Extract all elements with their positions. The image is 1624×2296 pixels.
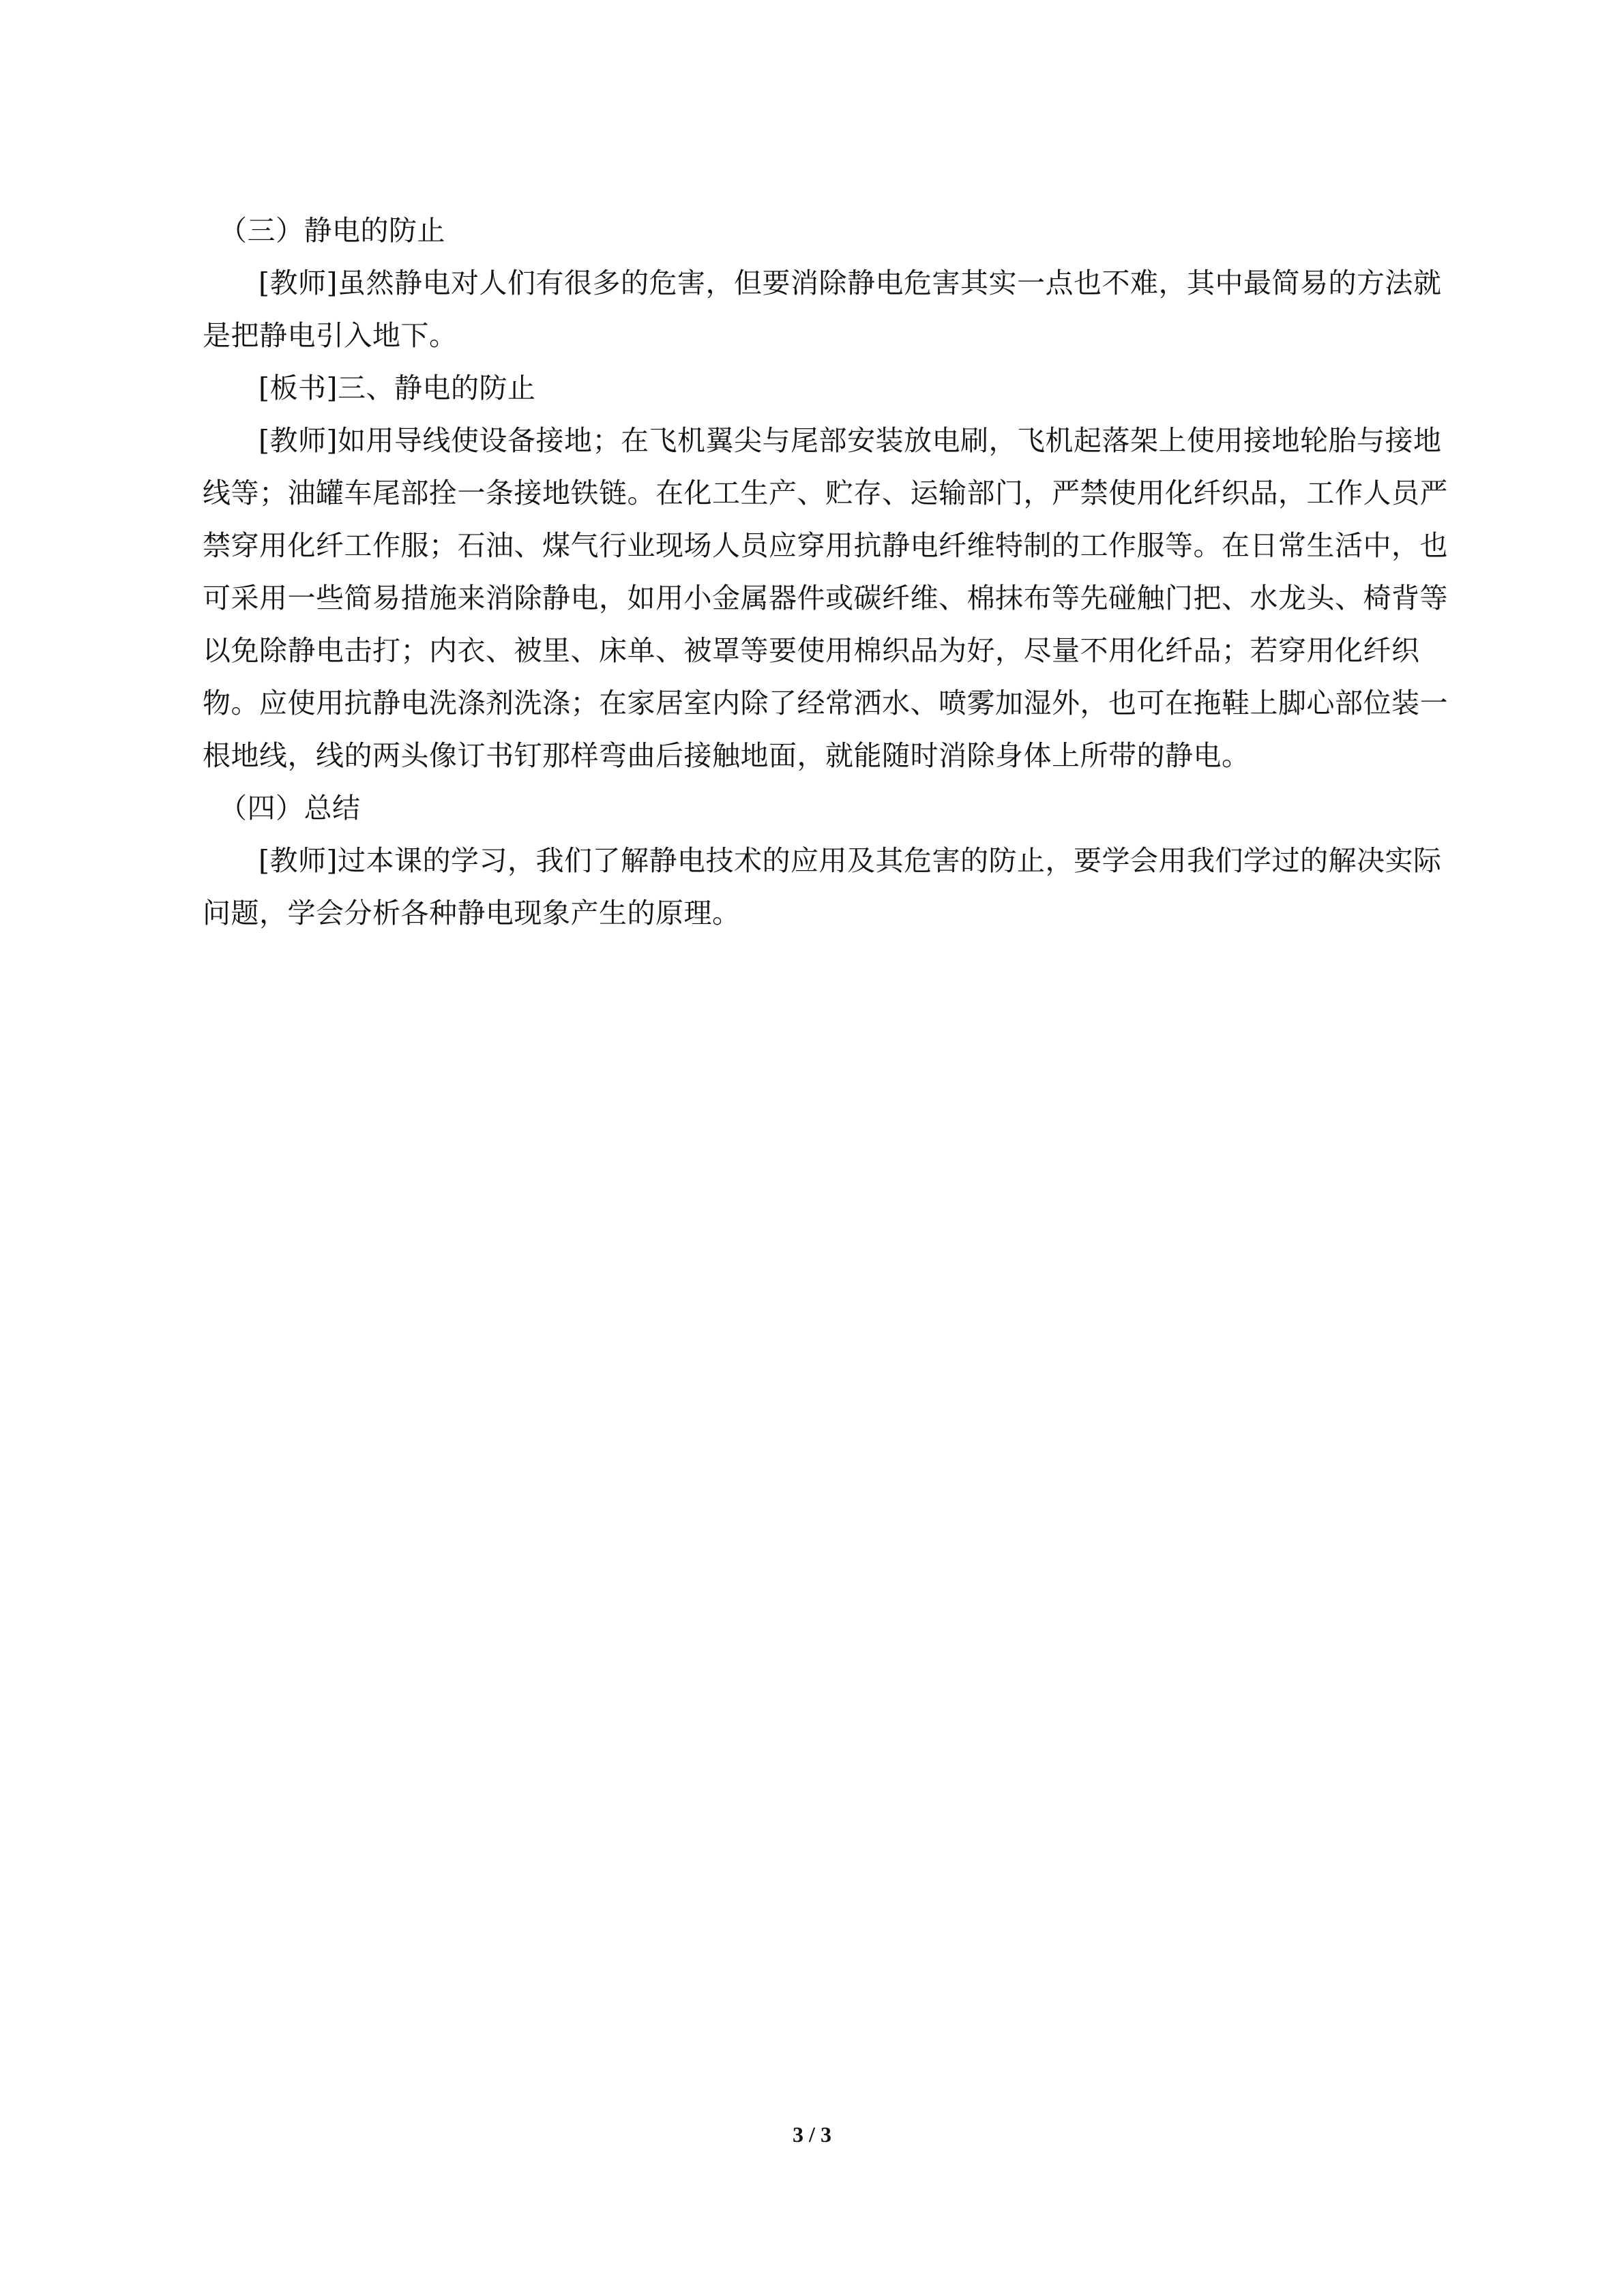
page-number: 3 / 3	[793, 2122, 831, 2147]
paragraph-blackboard-note: [板书]三、静电的防止	[259, 372, 536, 404]
document-body	[203, 205, 1464, 940]
paragraph-teacher-methods: [教师]如用导线使设备接地；在飞机翼尖与尾部安装放电刷，飞机起落架上使用接地轮胎与接地线等；油罐车尾部拴一条接地铁链。在化工生产、贮存、运输部门，严禁使用化纤织品，工作人员严禁穿用化纤工作服；石油、煤气行业现场人员应穿用抗静电纤维特制的工作服等。在日常生活中，也可采用一些简易措施来消除静电，如用小金属器件或碳纤维、棉抹布等先碰触门把、水龙头、椅背等以免除静电击打；内衣、被里、床单、被罩等要使用棉织品为好，尽量不用化纤品；若穿用化纤织物。应使用抗静电洗涤剂洗涤；在家居室内除了经常洒水、喷雾加湿外，也可在拖鞋上脚心部位装一根地线，线的两头像订书钉那样弯曲后接触地面，就能随时消除身体上所带的静电。	[203, 424, 1448, 772]
paragraph-teacher-intro: [教师]虽然静电对人们有很多的危害，但要消除静电危害其实一点也不难，其中最简易的方法就是把静电引入地下。	[203, 267, 1442, 352]
section-heading-prevention: （三）静电的防止	[219, 214, 445, 247]
paragraph-teacher-summary: [教师]过本课的学习，我们了解静电技术的应用及其危害的防止，要学会用我们学过的解决实际问题，学会分析各种静电现象产生的原理。	[203, 844, 1442, 929]
section-heading-summary: （四）总结	[219, 792, 361, 824]
